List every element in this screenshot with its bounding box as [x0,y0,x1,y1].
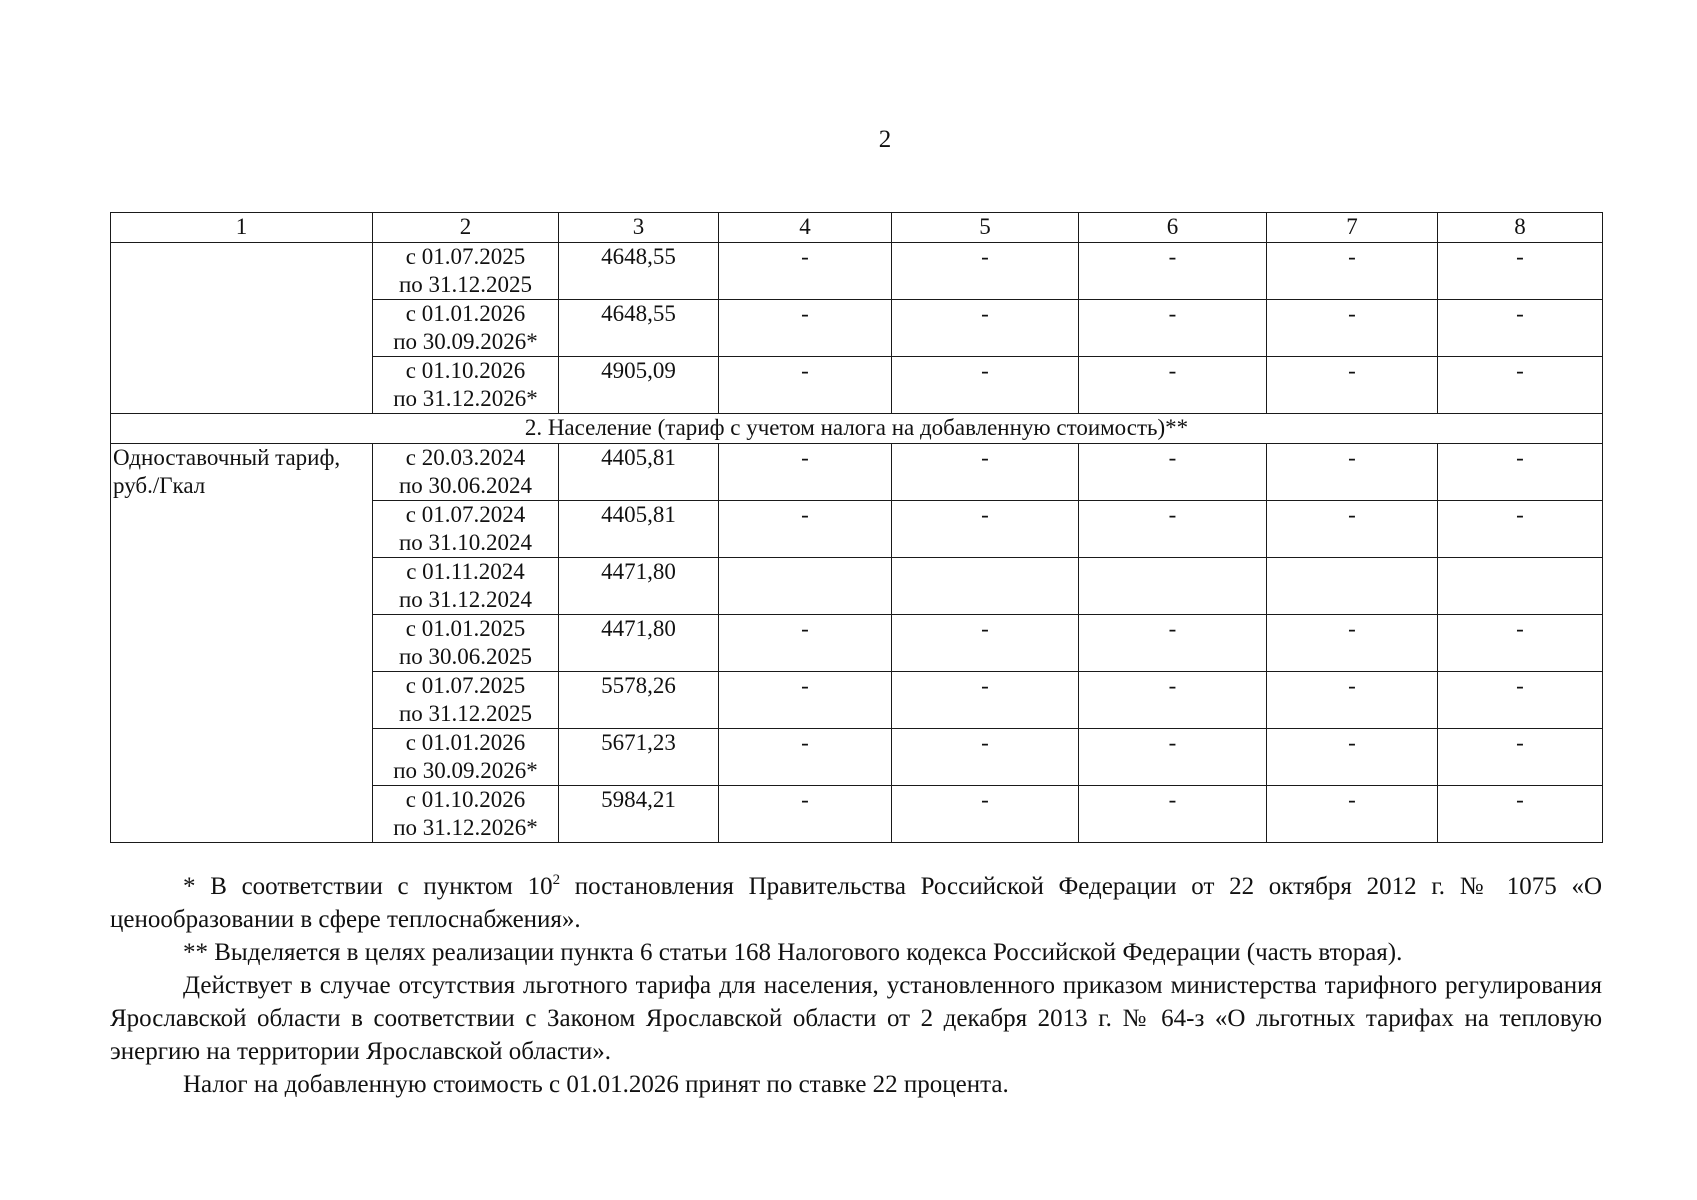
period-to: по 30.09.2026* [393,329,538,354]
period-from: с 01.07.2024 [405,502,526,527]
table-cell: - [1079,786,1267,843]
table-cell: - [719,615,892,672]
section-title: 2. Население (тариф с учетом налога на добавленную стоимость)** [111,414,1603,444]
table-cell: - [1267,786,1438,843]
table-cell: - [892,300,1079,357]
table-cell: - [1079,300,1267,357]
table-cell: - [1438,357,1603,414]
table-cell: - [1438,729,1603,786]
page-number: 2 [878,126,892,153]
tariff-value: 4405,81 [559,444,719,501]
table-cell: - [1267,615,1438,672]
table-cell: - [892,672,1079,729]
period-cell [373,444,559,501]
table-cell: - [1438,501,1603,558]
period-to: по 30.09.2026* [393,758,538,783]
row-label: Одноставочный тариф, руб./Гкал [111,444,373,843]
column-number: 7 [1267,213,1438,243]
row-label-empty [111,243,373,414]
table-cell: - [892,786,1079,843]
footnote-4: Налог на добавленную стоимость с 01.01.2026 принят по ставке 22 процента. [183,1071,1009,1098]
period-cell [373,729,559,786]
table-cell: - [1438,243,1603,300]
table-row [111,444,1603,501]
period-from: с 01.07.2025 [405,244,526,269]
column-number: 6 [1079,213,1267,243]
table-cell: - [719,786,892,843]
column-number: 5 [892,213,1079,243]
table-cell: - [1267,243,1438,300]
period-to: по 30.06.2025 [398,644,533,669]
period-to: по 31.12.2026* [393,386,538,411]
period-from: с 01.10.2026 [405,787,526,812]
tariff-value: 5671,23 [559,729,719,786]
column-number: 2 [373,213,559,243]
column-number: 3 [559,213,719,243]
period-to: по 31.12.2024 [398,587,533,612]
table-cell: - [1079,729,1267,786]
footnote-1 [110,870,1602,936]
period-from: с 01.01.2026 [405,730,526,755]
table-cell: - [1267,444,1438,501]
table-cell [1438,558,1603,615]
period-cell [373,786,559,843]
table-cell: - [1079,444,1267,501]
footnotes [110,870,1602,1101]
period-from: с 01.07.2025 [405,673,526,698]
table-cell: - [1438,672,1603,729]
table-cell: - [1438,786,1603,843]
period-to: по 31.12.2025 [398,272,533,297]
table-cell: - [1267,357,1438,414]
table-cell: - [1079,672,1267,729]
table-cell: - [1079,615,1267,672]
tariff-value: 4405,81 [559,501,719,558]
table-row [111,243,1603,300]
tariff-table [110,212,1603,843]
period-cell [373,357,559,414]
column-number: 1 [111,213,373,243]
period-to: по 31.10.2024 [398,530,533,555]
table-cell: - [892,615,1079,672]
period-cell [373,501,559,558]
table-cell: - [1267,300,1438,357]
period-cell [373,243,559,300]
tariff-value: 4905,09 [559,357,719,414]
period-cell [373,558,559,615]
table-cell: - [719,357,892,414]
table-cell: - [719,444,892,501]
footnote-1-superscript: 2 [552,872,561,888]
column-number: 4 [719,213,892,243]
period-cell [373,672,559,729]
table-cell: - [719,729,892,786]
period-from: с 01.11.2024 [406,559,525,584]
table-cell: - [1079,357,1267,414]
period-to: по 30.06.2024 [398,473,533,498]
table-cell: - [719,501,892,558]
table-cell: - [1079,501,1267,558]
table-cell: - [719,300,892,357]
tariff-value: 4648,55 [559,243,719,300]
period-from: с 01.10.2026 [405,358,526,383]
table-cell: - [892,357,1079,414]
period-from: с 01.01.2025 [405,616,526,641]
table-cell: - [892,729,1079,786]
tariff-value: 4648,55 [559,300,719,357]
table-cell: - [1438,300,1603,357]
table-cell: - [719,243,892,300]
table-cell: - [892,243,1079,300]
table-cell: - [1079,243,1267,300]
section-row [111,414,1603,444]
tariff-value: 5984,21 [559,786,719,843]
tariff-value: 4471,80 [559,615,719,672]
table-cell: - [892,444,1079,501]
footnote-1-end: постановления Правительства Российской Федерации от 22 октября 2012 г. № 1075 «О ценообразовании в сфере теплоснабжения». [110,873,1602,933]
table-cell: - [1267,501,1438,558]
table-cell: - [1267,672,1438,729]
table-cell [719,558,892,615]
period-from: с 20.03.2024 [405,445,526,470]
table-cell: - [1438,444,1603,501]
table-cell: - [719,672,892,729]
table-cell [1079,558,1267,615]
period-to: по 31.12.2025 [398,701,533,726]
tariff-value: 5578,26 [559,672,719,729]
column-number: 8 [1438,213,1603,243]
table-cell: - [1267,729,1438,786]
period-cell [373,615,559,672]
footnote-3: Действует в случае отсутствия льготного тарифа для населения, установленного приказом министерства тарифного регулирования Ярославской области в соответствии с Законом Ярославской области от 2 декабря 2013 г. № 64-з «О льготных тарифах на тепловую энергию на территории Ярославской области». [110,972,1602,1065]
table-cell: - [892,501,1079,558]
column-number-row [111,213,1603,243]
tariff-value: 4471,80 [559,558,719,615]
table-cell [892,558,1079,615]
footnote-1-start: * В соответствии с пунктом 10 [183,873,553,900]
footnote-2: ** Выделяется в целях реализации пункта 6 статьи 168 Налогового кодекса Российской Федерации (часть вторая). [183,939,1403,966]
table-cell: - [1438,615,1603,672]
period-from: с 01.01.2026 [405,301,526,326]
table-cell [1267,558,1438,615]
period-to: по 31.12.2026* [393,815,538,840]
period-cell [373,300,559,357]
